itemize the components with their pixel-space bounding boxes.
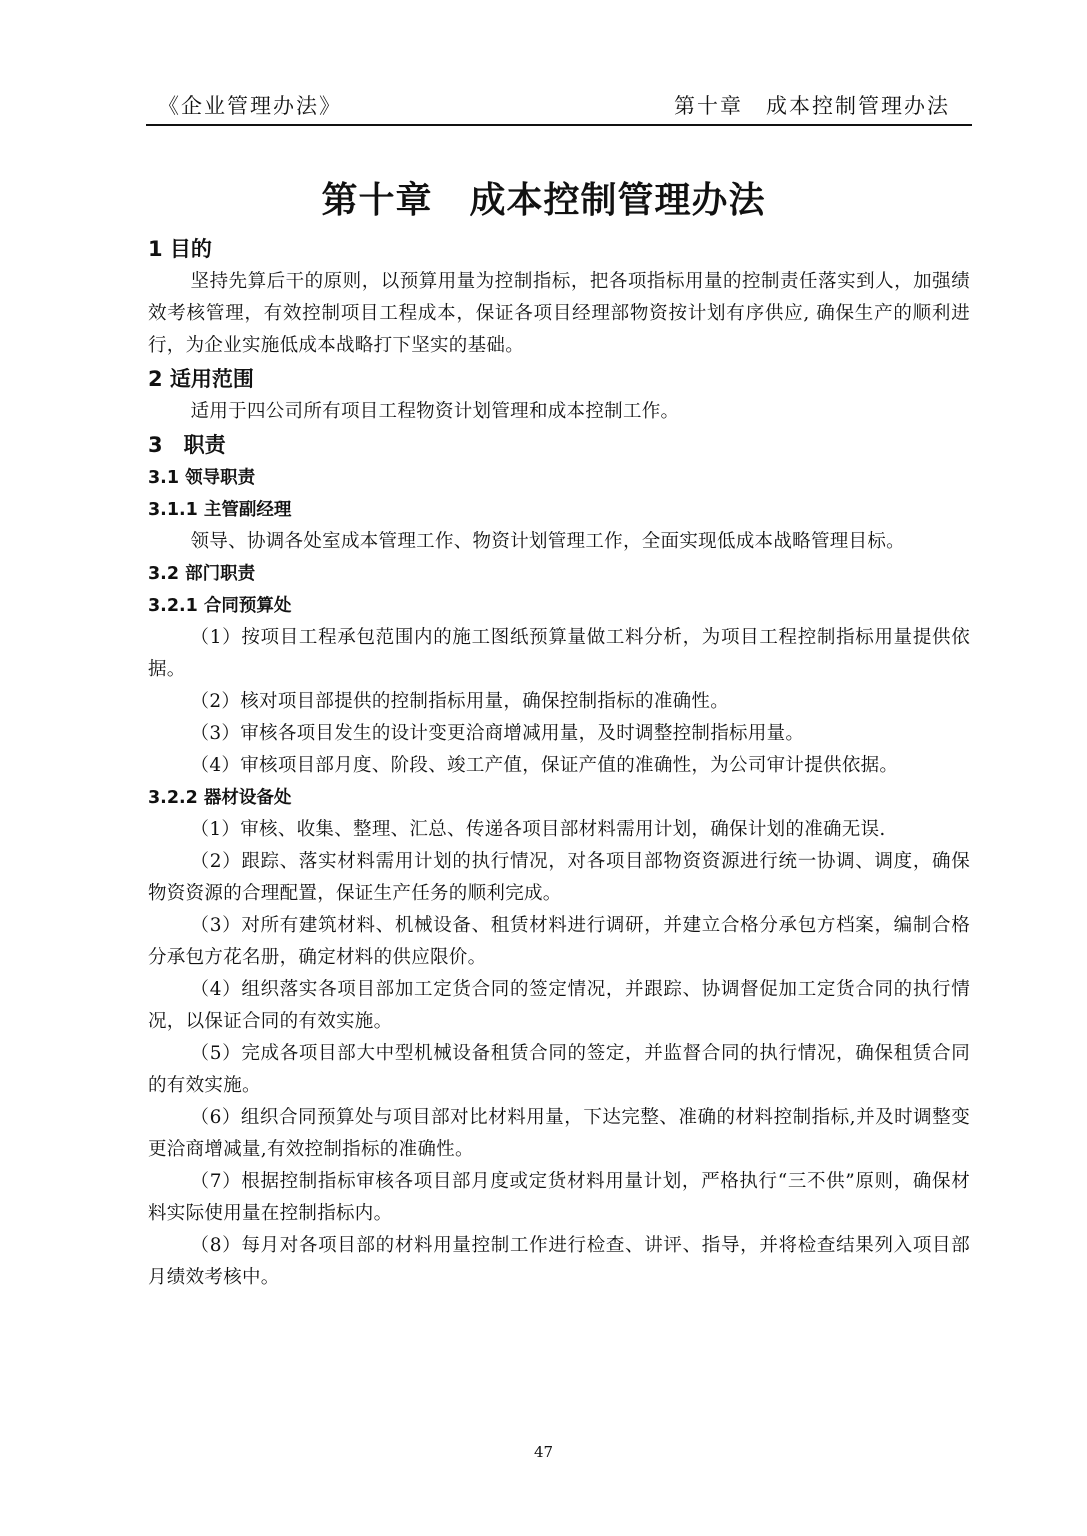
list-item: （8）每月对各项目部的材料用量控制工作进行检查、讲评、指导，并将检查结果列入项目部月绩效考核中。 — [148, 1235, 970, 1288]
list-item: （3）审核各项目发生的设计变更洽商增减用量，及时调整控制指标用量。 — [190, 723, 805, 744]
subsection-heading-deputy-manager: 3.1.1 主管副经理 — [148, 500, 292, 520]
subsection-heading-department-duties: 3.2 部门职责 — [148, 564, 256, 584]
list-item: （4）组织落实各项目部加工定货合同的签定情况，并跟踪、协调督促加工定货合同的执行情况，以保证合同的有效实施。 — [148, 979, 970, 1032]
list-item: （1）按项目工程承包范围内的施工图纸预算量做工料分析，为项目工程控制指标用量提供依据。 — [148, 627, 970, 680]
section-body-scope: 适用于四公司所有项目工程物资计划管理和成本控制工作。 — [190, 401, 680, 422]
section-heading-purpose: 1 目的 — [148, 237, 212, 261]
header-chapter-title: 第十章 成本控制管理办法 — [674, 94, 950, 118]
subsection-heading-contract-budget: 3.2.1 合同预算处 — [148, 596, 292, 616]
header-book-title: 《企业管理办法》 — [158, 94, 342, 118]
list-item: （3）对所有建筑材料、机械设备、租赁材料进行调研，并建立合格分承包方档案，编制合格分承包方花名册，确定材料的供应限价。 — [148, 915, 970, 968]
list-item: （2）核对项目部提供的控制指标用量，确保控制指标的准确性。 — [190, 691, 730, 712]
document-body — [148, 232, 970, 1294]
page-number: 47 — [533, 1443, 554, 1461]
list-item: （1）审核、收集、整理、汇总、传递各项目部材料需用计划，确保计划的准确无误. — [190, 819, 886, 840]
section-heading-scope: 2 适用范围 — [148, 367, 254, 391]
list-item: （7）根据控制指标审核各项目部月度或定货材料用量计划，严格执行“三不供”原则，确保材料实际使用量在控制指标内。 — [148, 1171, 970, 1224]
chapter-title: 第十章 成本控制管理办法 — [321, 180, 766, 221]
list-item: （4）审核项目部月度、阶段、竣工产值，保证产值的准确性，为公司审计提供依据。 — [190, 755, 899, 776]
list-item: （5）完成各项目部大中型机械设备租赁合同的签定，并监督合同的执行情况，确保租赁合同的有效实施。 — [148, 1043, 970, 1096]
list-item: （6）组织合同预算处与项目部对比材料用量，下达完整、准确的材料控制指标,并及时调整变更洽商增减量,有效控制指标的准确性。 — [148, 1107, 970, 1160]
page-header — [146, 88, 972, 126]
subsection-heading-equipment: 3.2.2 器材设备处 — [148, 788, 292, 808]
paragraph-deputy-manager: 领导、协调各处室成本管理工作、物资计划管理工作，全面实现低成本战略管理目标。 — [190, 531, 905, 552]
section-heading-duties: 3 职责 — [148, 433, 226, 457]
section-body-purpose: 坚持先算后干的原则，以预算用量为控制指标，把各项指标用量的控制责任落实到人，加强绩效考核管理，有效控制项目工程成本，保证各项目经理部物资按计划有序供应, 确保生产的顺利进行，为企业实施低成本战略打下坚实的基础。 — [148, 271, 970, 356]
subsection-heading-leader-duties: 3.1 领导职责 — [148, 468, 256, 488]
list-item: （2）跟踪、落实材料需用计划的执行情况，对各项目部物资资源进行统一协调、调度，确保物资资源的合理配置，保证生产任务的顺利完成。 — [148, 851, 970, 904]
